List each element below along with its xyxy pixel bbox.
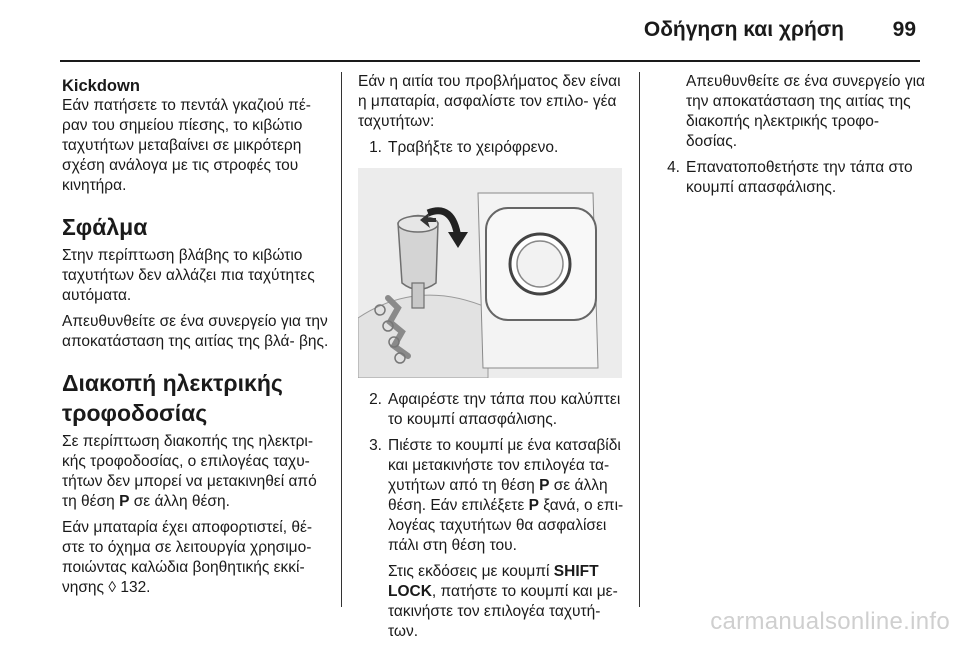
column-middle: [358, 72, 630, 648]
fault-text-2: Απευθυνθείτε σε ένα συνεργείο για την αποκατάσταση της αιτίας της βλά- βης.: [62, 313, 329, 350]
fault-text-1: Στην περίπτωση βλάβης το κιβώτιο ταχυτήτων δεν αλλάζει πια ταχύτητες αυτόματα.: [62, 247, 315, 304]
page-ref-arrow-icon: ◊: [108, 579, 117, 596]
section-title: Οδήγηση και χρήση: [643, 18, 844, 41]
step-3: 3. Πιέστε το κουμπί με ένα κατσαβίδι και μετακινήστε τον επιλογέα τα- χυτήτων από τη θέση P σε άλλη θέση. Εάν επιλέξετε P ξανά, ο επι- λογέας ταχυτήτων θα ασφαλίσει πάλι στη θέση του. Στις εκδόσεις με κουμπί SHIFT LOCK, πατήστε το κουμπί και με- τακινήστε τον επιλογέα ταχυτή- των.: [358, 436, 630, 642]
power-text-2: Εάν μπαταρία έχει αποφορτιστεί, θέ- στε το όχημα σε λειτουργία χρησιμο- ποιώντας καλώδια βοηθητικής εκκί- νησης ◊ 132.: [62, 519, 313, 596]
page-number: 99: [892, 18, 916, 41]
step-3-continued: Απευθυνθείτε σε ένα συνεργείο για την αποκατάσταση της αιτίας της διακοπής ηλεκτρικής τροφο- δοσίας.: [686, 73, 925, 150]
step-2: 2. Αφαιρέστε την τάπα που καλύπτει το κουμπί απασφάλισης.: [369, 391, 621, 428]
kickdown-heading: Kickdown: [62, 77, 140, 95]
power-text-1: Σε περίπτωση διακοπής της ηλεκτρι- κής τροφοδοσίας, ο επιλογέας ταχυ- τήτων δεν μπορεί να μετακινηθεί από τη θέση P σε άλλη θέση.: [62, 433, 317, 510]
watermark: carmanualsonline.info: [710, 608, 950, 635]
gear-lever-release-icon: [358, 168, 622, 378]
kickdown-text: Εάν πατήσετε το πεντάλ γκαζιού πέ- ραν του σημείου πίεσης, το κιβώτιο ταχυτήτων μεταβαίνει σε μικρότερη σχέση ανάλογα με τις στροφές του κινητήρα.: [62, 97, 311, 194]
shift-lock-note: Στις εκδόσεις με κουμπί SHIFT LOCK, πατήστε το κουμπί και με- τακινήστε τον επιλογέα ταχυτή- των.: [388, 563, 618, 640]
column-divider: [341, 72, 342, 607]
step-1: 1. Τραβήξτε το χειρόφρενο.: [369, 139, 559, 156]
column-left: [62, 72, 330, 604]
column-divider: [639, 72, 640, 607]
step-4: 4. Επανατοποθετήστε την τάπα στο κουμπί απασφάλισης.: [667, 159, 913, 196]
page-header: [60, 0, 920, 62]
page-ref-link[interactable]: 132.: [116, 579, 151, 596]
fault-heading: Σφάλμα: [62, 214, 148, 240]
column-right: [656, 72, 926, 204]
power-heading: Διακοπή ηλεκτρικής τροφοδοσίας: [62, 370, 283, 426]
header-rule: [60, 60, 920, 62]
intro-text: Εάν η αιτία του προβλήματος δεν είναι η μπαταρία, ασφαλίστε τον επιλο- γέα ταχυτήτων:: [358, 73, 621, 130]
gear-selector-illustration: [358, 168, 622, 378]
